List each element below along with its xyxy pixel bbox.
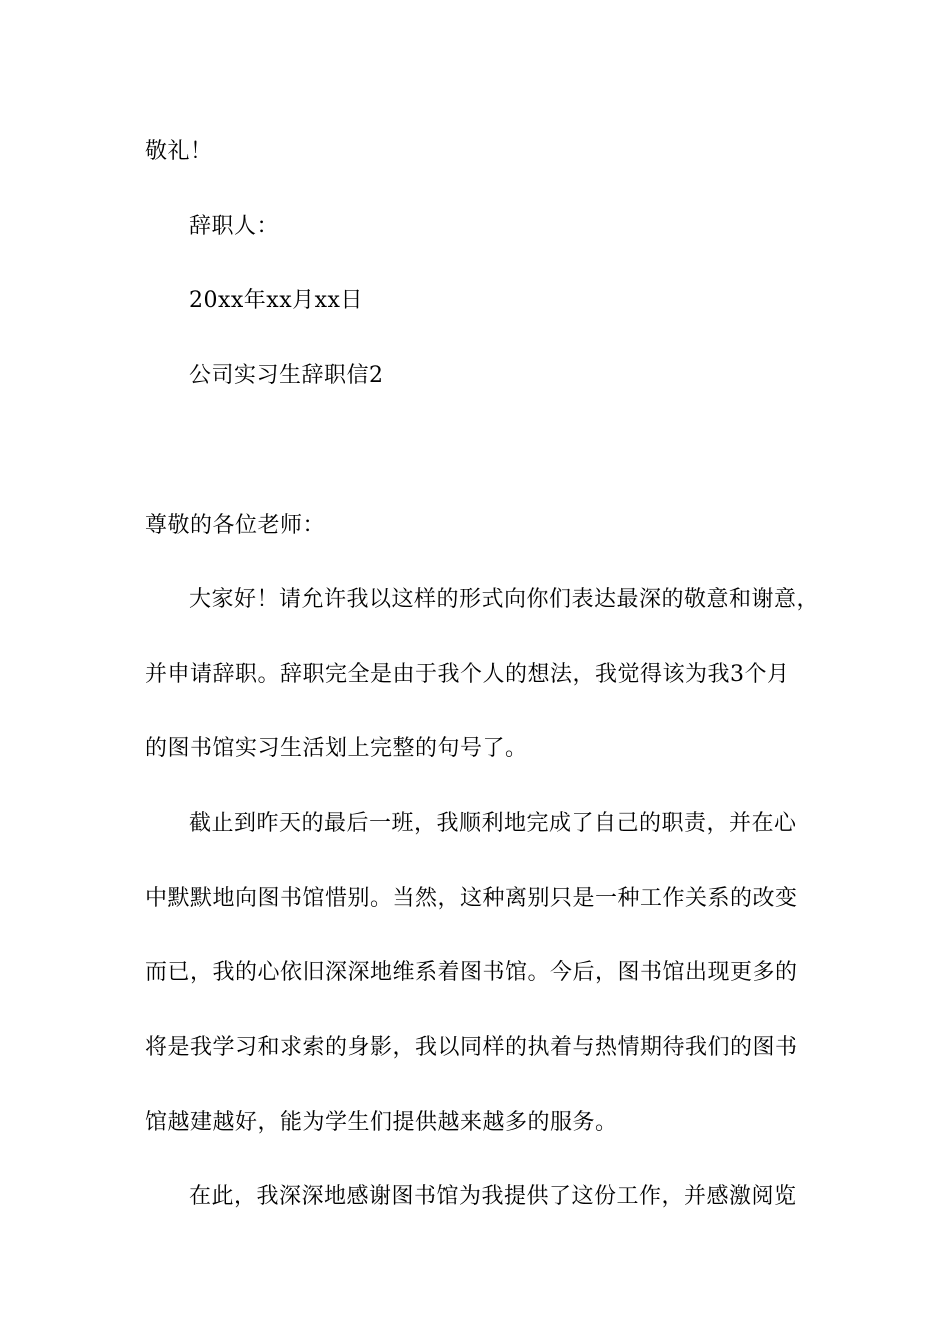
paragraph-line: 并申请辞职。辞职完全是由于我个人的想法，我觉得该为我3个月 — [145, 662, 790, 687]
section-title: 公司实习生辞职信2 — [189, 363, 384, 388]
salutation-line: 尊敬的各位老师： — [145, 513, 326, 538]
date-line: 20xx年xx月xx日 — [189, 288, 363, 313]
paragraph-line: 大家好！请允许我以这样的形式向你们表达最深的敬意和谢意， — [189, 587, 820, 612]
paragraph-line: 的图书馆实习生活划上完整的句号了。 — [145, 736, 528, 761]
paragraph-line: 截止到昨天的最后一班，我顺利地完成了自己的职责，并在心 — [189, 811, 797, 836]
paragraph-line: 在此，我深深地感谢图书馆为我提供了这份工作，并感激阅览 — [189, 1184, 797, 1209]
paragraph-line: 馆越建越好，能为学生们提供越来越多的服务。 — [145, 1110, 618, 1135]
paragraph-line: 将是我学习和求索的身影，我以同样的执着与热情期待我们的图书 — [145, 1035, 798, 1060]
paragraph-line: 中默默地向图书馆惜别。当然，这种离别只是一种工作关系的改变 — [145, 886, 798, 911]
signature-label: 辞职人： — [189, 214, 280, 239]
closing-line: 敬礼！ — [145, 139, 213, 164]
paragraph-line: 而已，我的心依旧深深地维系着图书馆。今后，图书馆出现更多的 — [145, 960, 798, 985]
